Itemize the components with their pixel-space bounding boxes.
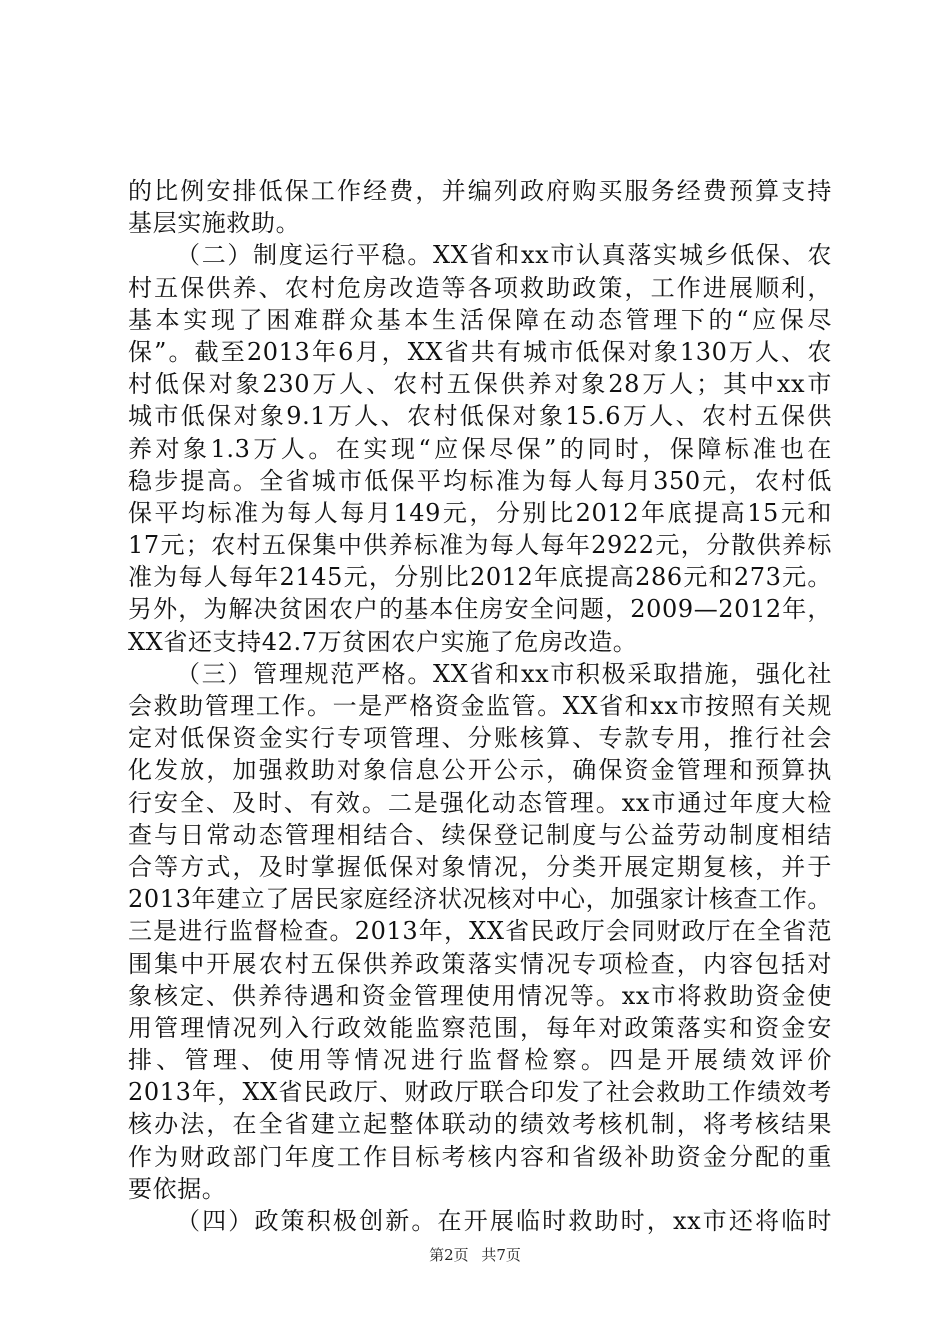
text-line: 作为财政部门年度工作目标考核内容和省级补助资金分配的重	[128, 1142, 832, 1171]
text-line: 保”。截至2013年6月，XX省共有城市低保对象130万人、农	[128, 337, 832, 366]
text-line: 2013年建立了居民家庭经济状况核对中心，加强家计核查工作。	[128, 885, 832, 914]
text-line: 行安全、及时、有效。二是强化动态管理。xx市通过年度大检	[128, 788, 832, 817]
text-line: 查与日常动态管理相结合、续保登记制度与公益劳动制度相结	[128, 820, 832, 849]
text-line: 准为每人每年2145元，分别比2012年底提高286元和273元。	[128, 563, 832, 592]
page-footer	[0, 1244, 950, 1265]
text-line: 稳步提高。全省城市低保平均标准为每人每月350元，农村低	[128, 466, 832, 495]
text-line: 保平均标准为每人每月149元，分别比2012年底提高15元和	[128, 498, 832, 527]
text-line: 养对象1.3万人。在实现“应保尽保”的同时，保障标准也在	[128, 434, 832, 463]
page-total: 共7页	[481, 1246, 521, 1264]
text-line: （三）管理规范严格。XX省和xx市积极采取措施，强化社	[176, 659, 832, 688]
text-line: 化发放，加强救助对象信息公开公示，确保资金管理和预算执	[128, 756, 832, 785]
text-line: 基层实施救助。	[128, 209, 301, 238]
text-line: （二）制度运行平稳。XX省和xx市认真落实城乡低保、农	[176, 241, 832, 270]
text-line: 村五保供养、农村危房改造等各项救助政策，工作进展顺利，	[128, 273, 832, 302]
text-line: 要依据。	[128, 1174, 227, 1203]
text-line: 另外，为解决贫困农户的基本住房安全问题，2009—2012年，	[128, 595, 832, 624]
text-line: 合等方式，及时掌握低保对象情况，分类开展定期复核，并于	[128, 852, 832, 881]
text-line: 核办法，在全省建立起整体联动的绩效考核机制，将考核结果	[128, 1110, 832, 1139]
text-line: （四）政策积极创新。在开展临时救助时，xx市还将临时	[176, 1207, 832, 1235]
text-line: 会救助管理工作。一是严格资金监管。XX省和xx市按照有关规	[128, 692, 832, 720]
document-body	[128, 175, 832, 1237]
text-line: XX省还支持42.7万贫困农户实施了危房改造。	[128, 627, 638, 656]
text-line: 17元；农村五保集中供养标准为每人每年2922元，分散供养标	[128, 531, 832, 560]
text-line: 2013年，XX省民政厅、财政厅联合印发了社会救助工作绩效考	[128, 1078, 832, 1107]
text-line: 围集中开展农村五保供养政策落实情况专项检查，内容包括对	[128, 949, 832, 978]
text-line: 定对低保资金实行专项管理、分账核算、专款专用，推行社会	[128, 724, 832, 753]
text-line: 三是进行监督检查。2013年，XX省民政厅会同财政厅在全省范	[128, 917, 832, 946]
text-line: 象核定、供养待遇和资金管理使用情况等。xx市将救助资金使	[128, 981, 832, 1010]
text-line: 的比例安排低保工作经费，并编列政府购买服务经费预算支持	[128, 177, 832, 205]
text-line: 城市低保对象9.1万人、农村低保对象15.6万人、农村五保供	[128, 402, 832, 431]
text-line: 基本实现了困难群众基本生活保障在动态管理下的“应保尽	[128, 305, 832, 334]
page-number: 第2页	[429, 1246, 469, 1264]
text-line: 村低保对象230万人、农村五保供养对象28万人；其中xx市	[128, 370, 832, 399]
text-line: 用管理情况列入行政效能监察范围，每年对政策落实和资金安	[128, 1013, 832, 1042]
text-line: 排、管理、使用等情况进行监督检察。四是开展绩效评价	[128, 1046, 832, 1075]
